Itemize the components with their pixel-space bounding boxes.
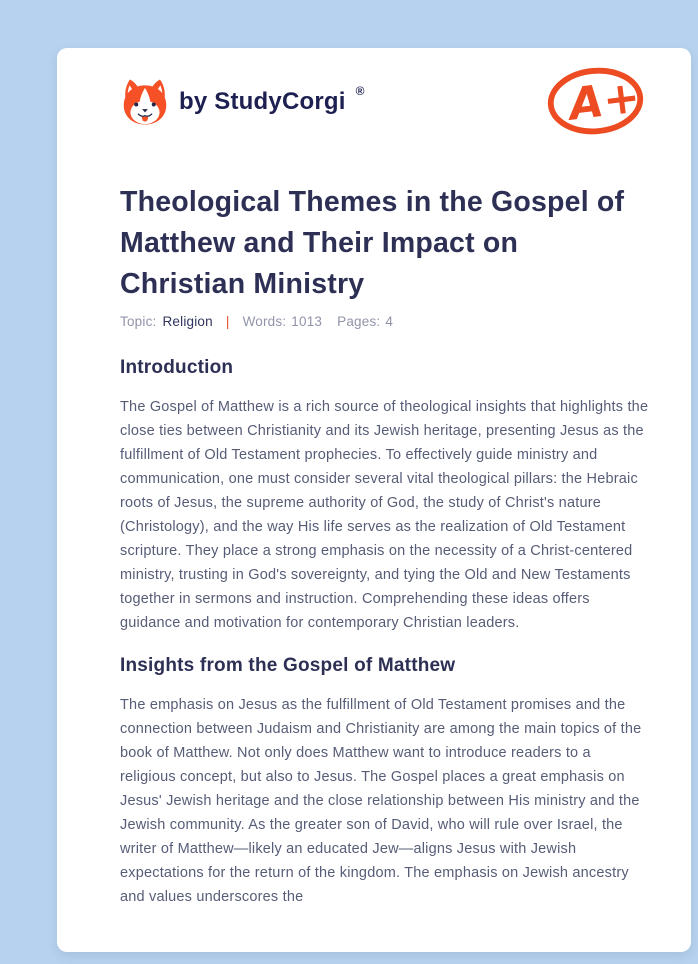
- essay-card: [57, 48, 691, 952]
- studycorgi-brand-link[interactable]: [120, 78, 364, 126]
- words-label: Words:: [242, 314, 287, 329]
- grade-stamp-text: A+: [566, 71, 643, 131]
- a-plus-grade-stamp-icon: [544, 64, 650, 140]
- meta-divider: |: [225, 314, 230, 329]
- registered-trademark: ®: [355, 84, 365, 98]
- pages-label: Pages:: [337, 314, 381, 329]
- essay-title: Theological Themes in the Gospel of Matthew and Their Impact on Christian Ministry: [120, 186, 625, 300]
- section-heading-introduction: Introduction: [120, 357, 234, 378]
- section-paragraph-insights: The emphasis on Jesus as the fulfillment of Old Testament promises and the connection between Judaism and Christianity are among the main topics of the book of Matthew. Not only does Matthew want to introduce readers to a religious concept, but also to Jesus. The Gospel places a great emphasis on Jesus' Jewish heritage and the close relationship between His ministry and the Jewish community. As the greater son of David, who will rule over Israel, the writer of Matthew—likely an educated Jew—aligns Jesus with Jewish expectations for the return of the kingdom. The emphasis on Jewish ancestry and values underscores the: [120, 697, 642, 905]
- brand-name: by StudyCorgi: [179, 88, 346, 115]
- topic-link[interactable]: Religion: [162, 314, 213, 329]
- words-value: 1013: [291, 314, 323, 329]
- corgi-icon: [120, 78, 170, 126]
- essay-meta: [120, 314, 650, 329]
- topic-label: Topic:: [120, 314, 157, 329]
- pages-value: 4: [385, 314, 394, 329]
- section-paragraph-introduction: The Gospel of Matthew is a rich source of theological insights that highlights the close ties between Christianity and its Jewish heritage, presenting Jesus as the fulfillment of Old Testament prophecies. To effectively guide ministry and communication, one must consider several vital theological pillars: the Hebraic roots of Jesus, the supreme authority of God, the study of Christ's nature (Christology), and the way His life serves as the realization of Old Testament scripture. They place a strong emphasis on the necessity of a Christ-centered ministry, trusting in God's sovereignty, and tying the Old and New Testaments together in sermons and instruction. Comprehending these ideas offers guidance and motivation for contemporary Christian leaders.: [120, 399, 649, 631]
- section-heading-insights: Insights from the Gospel of Matthew: [120, 655, 456, 676]
- card-header: [120, 64, 650, 140]
